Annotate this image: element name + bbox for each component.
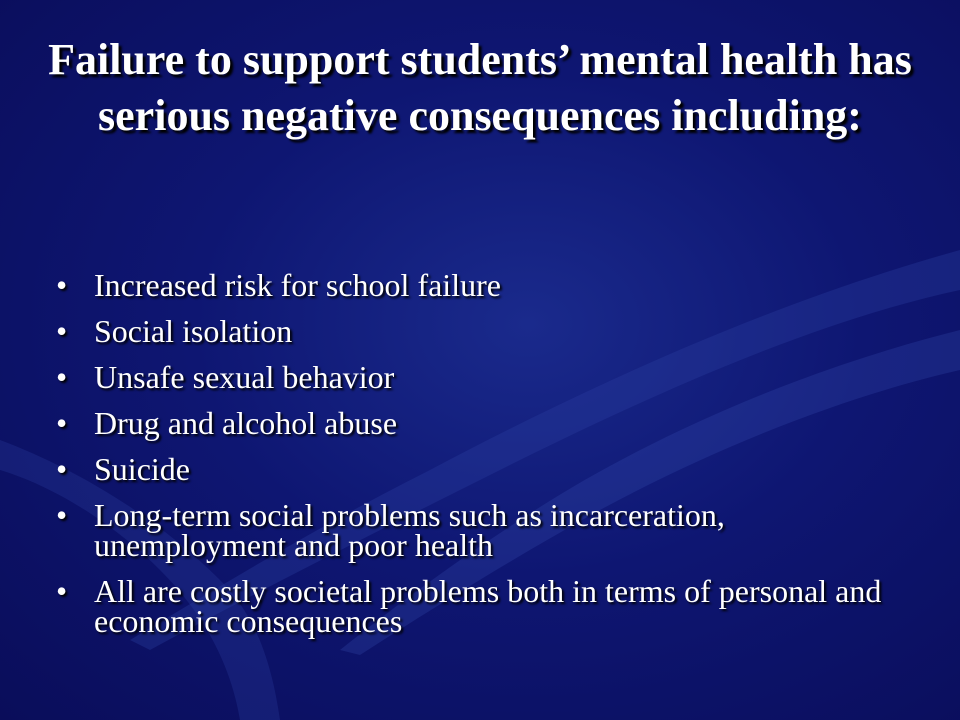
slide-title: Failure to support students’ mental health has serious negative consequences including: — [48, 35, 912, 140]
bullet-text: Social isolation — [94, 313, 293, 349]
bullet-text: Unsafe sexual behavior — [94, 359, 395, 395]
bullet-icon: • — [56, 573, 68, 609]
bullet-text: Suicide — [94, 451, 190, 487]
bullet-icon: • — [56, 267, 68, 303]
list-item — [56, 497, 916, 563]
list-item — [56, 573, 916, 639]
bullet-icon: • — [56, 313, 68, 349]
list-item — [56, 405, 916, 441]
list-item — [56, 359, 916, 395]
bullet-icon: • — [56, 405, 68, 441]
bullet-text: Increased risk for school failure — [94, 267, 501, 303]
bullet-text: Drug and alcohol abuse — [94, 405, 398, 441]
bullet-list — [56, 267, 916, 652]
bullet-icon: • — [56, 497, 68, 533]
bullet-icon: • — [56, 359, 68, 395]
bullet-icon: • — [56, 451, 68, 487]
list-item — [56, 267, 916, 303]
list-item — [56, 451, 916, 487]
bullet-text: Long-term social problems such as incarceration, unemployment and poor health — [94, 497, 725, 563]
list-item — [56, 313, 916, 349]
bullet-text: All are costly societal problems both in terms of personal and economic consequences — [94, 573, 882, 639]
